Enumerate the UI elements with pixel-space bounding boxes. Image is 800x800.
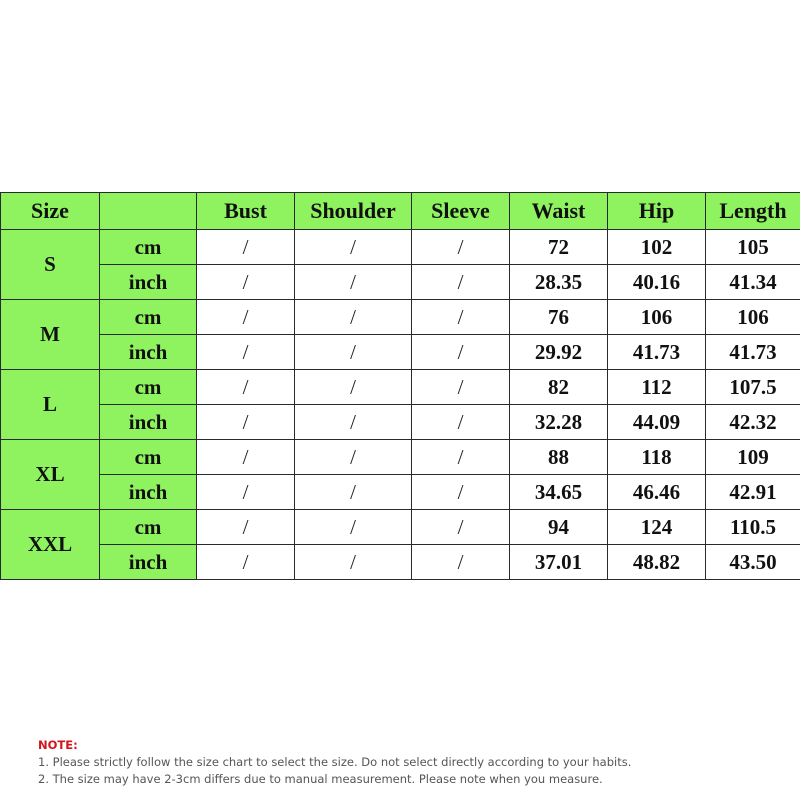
measurement-cell: /	[295, 475, 412, 510]
measurement-cell: 41.73	[706, 335, 800, 370]
table-row	[1, 440, 800, 475]
table-row	[1, 300, 800, 335]
table-row	[1, 510, 800, 545]
measurement-cell: 28.35	[510, 265, 608, 300]
unit-label-cell: inch	[100, 475, 197, 510]
measurement-cell: 88	[510, 440, 608, 475]
header-cell: Shoulder	[295, 193, 412, 230]
size-label-cell: XXL	[1, 510, 100, 580]
header-cell: Size	[1, 193, 100, 230]
header-cell: Bust	[197, 193, 295, 230]
measurement-cell: 76	[510, 300, 608, 335]
measurement-cell: /	[295, 230, 412, 265]
measurement-cell: 112	[608, 370, 706, 405]
measurement-cell: /	[412, 370, 510, 405]
measurement-cell: 41.73	[608, 335, 706, 370]
measurement-cell: /	[295, 300, 412, 335]
header-cell: Sleeve	[412, 193, 510, 230]
measurement-cell: 105	[706, 230, 800, 265]
header-cell: Length	[706, 193, 800, 230]
measurement-cell: /	[197, 265, 295, 300]
measurement-cell: /	[197, 335, 295, 370]
measurement-cell: 42.32	[706, 405, 800, 440]
measurement-cell: 48.82	[608, 545, 706, 580]
measurement-cell: 46.46	[608, 475, 706, 510]
measurement-cell: 32.28	[510, 405, 608, 440]
table-row	[1, 370, 800, 405]
measurement-cell: 94	[510, 510, 608, 545]
note-line: 2. The size may have 2-3cm differs due to manual measurement. Please note when you measure.	[38, 772, 603, 786]
measurement-cell: /	[412, 405, 510, 440]
unit-label-cell: inch	[100, 405, 197, 440]
header-row	[1, 193, 800, 230]
unit-label-cell: cm	[100, 230, 197, 265]
measurement-cell: 109	[706, 440, 800, 475]
table-row	[1, 265, 800, 300]
measurement-cell: 29.92	[510, 335, 608, 370]
note-line: 1. Please strictly follow the size chart to select the size. Do not select directly according to your habits.	[38, 755, 632, 769]
measurement-cell: 106	[608, 300, 706, 335]
measurement-cell: 82	[510, 370, 608, 405]
unit-label-cell: cm	[100, 300, 197, 335]
header-cell	[100, 193, 197, 230]
note-section	[38, 737, 631, 788]
measurement-cell: /	[412, 300, 510, 335]
unit-label-cell: cm	[100, 440, 197, 475]
measurement-cell: /	[197, 545, 295, 580]
unit-label-cell: inch	[100, 265, 197, 300]
measurement-cell: /	[197, 510, 295, 545]
note-title: NOTE:	[38, 738, 78, 752]
size-label-cell: L	[1, 370, 100, 440]
measurement-cell: /	[412, 335, 510, 370]
measurement-cell: 43.50	[706, 545, 800, 580]
measurement-cell: /	[197, 300, 295, 335]
measurement-cell: /	[412, 230, 510, 265]
measurement-cell: /	[197, 475, 295, 510]
table-row	[1, 335, 800, 370]
measurement-cell: 42.91	[706, 475, 800, 510]
measurement-cell: 110.5	[706, 510, 800, 545]
measurement-cell: 118	[608, 440, 706, 475]
measurement-cell: /	[295, 265, 412, 300]
measurement-cell: /	[197, 370, 295, 405]
measurement-cell: /	[295, 370, 412, 405]
header-cell: Hip	[608, 193, 706, 230]
size-label-cell: XL	[1, 440, 100, 510]
measurement-cell: 44.09	[608, 405, 706, 440]
measurement-cell: /	[295, 510, 412, 545]
measurement-cell: /	[197, 230, 295, 265]
measurement-cell: /	[295, 335, 412, 370]
unit-label-cell: cm	[100, 510, 197, 545]
measurement-cell: 34.65	[510, 475, 608, 510]
measurement-cell: 72	[510, 230, 608, 265]
measurement-cell: /	[412, 545, 510, 580]
size-chart-table	[0, 192, 800, 580]
header-cell: Waist	[510, 193, 608, 230]
measurement-cell: /	[412, 265, 510, 300]
unit-label-cell: cm	[100, 370, 197, 405]
measurement-cell: /	[197, 440, 295, 475]
measurement-cell: 124	[608, 510, 706, 545]
size-label-cell: S	[1, 230, 100, 300]
measurement-cell: 106	[706, 300, 800, 335]
table-row	[1, 545, 800, 580]
size-label-cell: M	[1, 300, 100, 370]
measurement-cell: 102	[608, 230, 706, 265]
unit-label-cell: inch	[100, 545, 197, 580]
measurement-cell: /	[197, 405, 295, 440]
table-row	[1, 405, 800, 440]
measurement-cell: /	[295, 545, 412, 580]
table-row	[1, 230, 800, 265]
table-row	[1, 475, 800, 510]
measurement-cell: 37.01	[510, 545, 608, 580]
measurement-cell: /	[412, 440, 510, 475]
measurement-cell: 107.5	[706, 370, 800, 405]
measurement-cell: /	[295, 440, 412, 475]
measurement-cell: /	[295, 405, 412, 440]
measurement-cell: /	[412, 475, 510, 510]
measurement-cell: 40.16	[608, 265, 706, 300]
unit-label-cell: inch	[100, 335, 197, 370]
measurement-cell: /	[412, 510, 510, 545]
measurement-cell: 41.34	[706, 265, 800, 300]
